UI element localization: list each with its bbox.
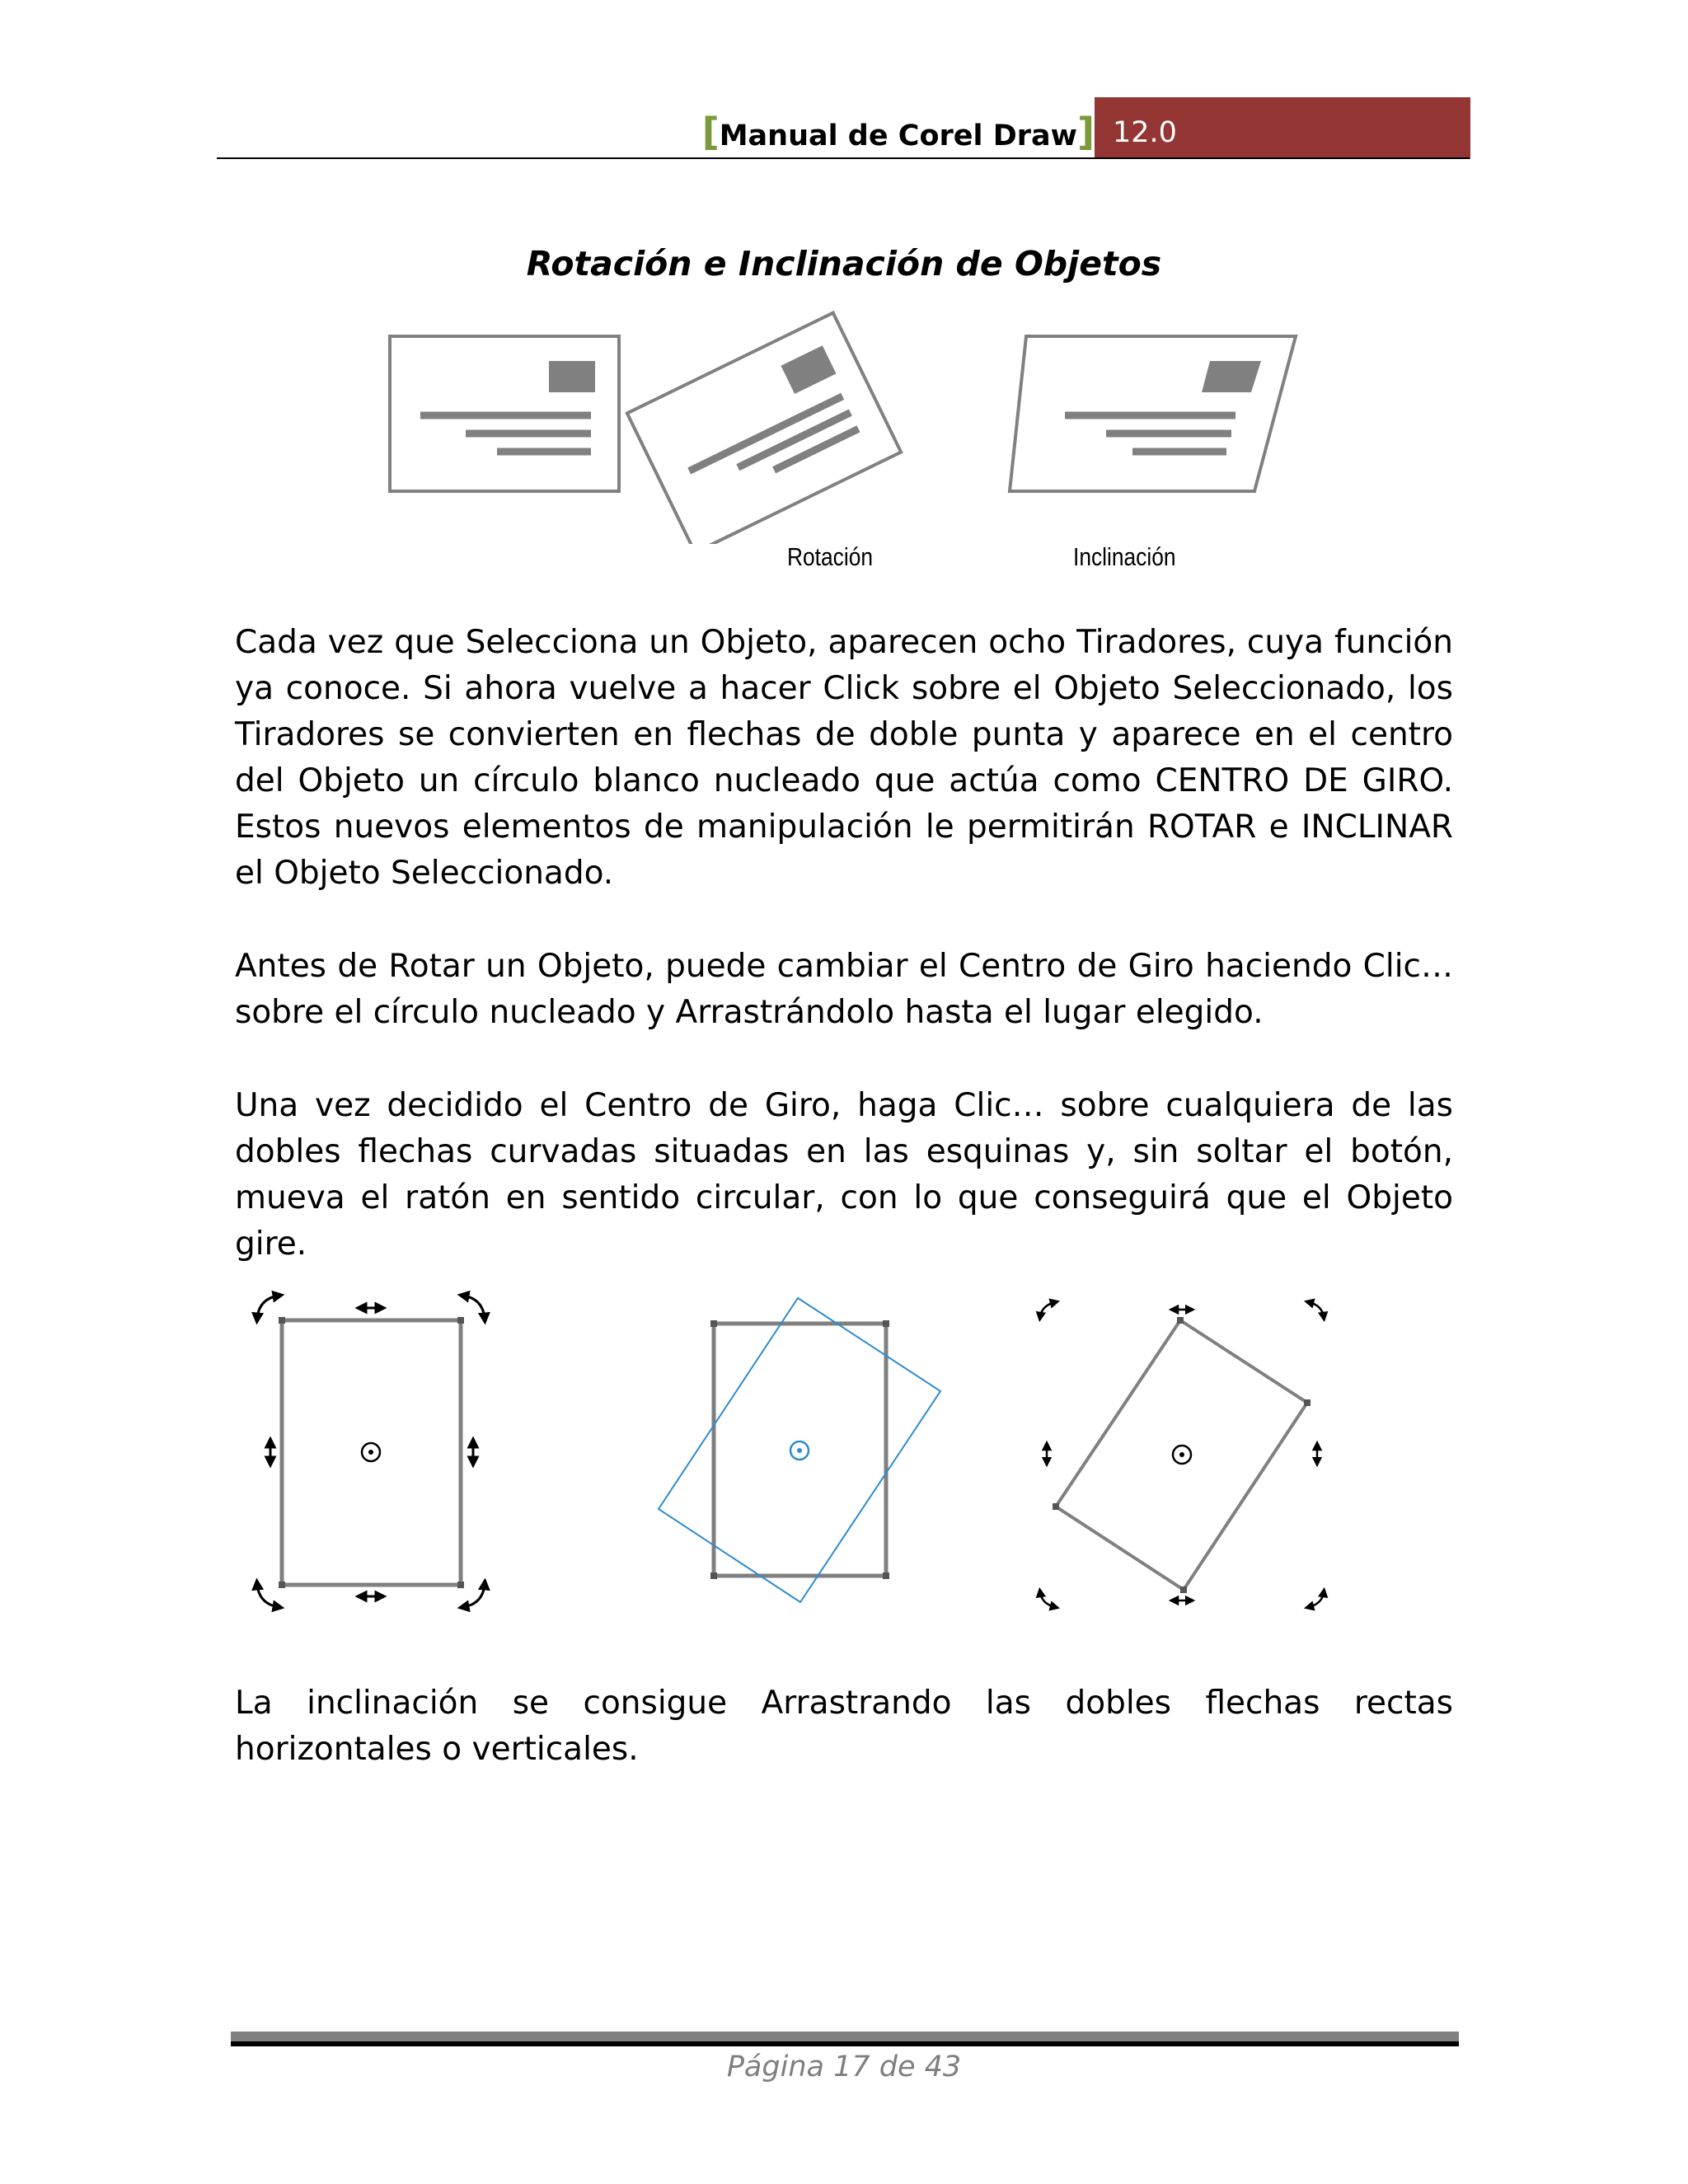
footer-divider-dark	[231, 2041, 1459, 2046]
page-title: Rotación e Inclinación de Objetos	[526, 244, 1162, 284]
envelope-skewed	[1010, 336, 1296, 491]
paragraph-4: La inclinación se consigue Arrastrando las dobles flechas rectas horizontales o verticales.	[235, 1685, 1453, 1768]
label-rotation: Rotación	[787, 542, 874, 571]
bracket-open: [	[701, 110, 720, 154]
page-number: Página 17 de 43	[726, 2050, 962, 2083]
rotating-object	[659, 1298, 940, 1602]
paragraph-3: Una vez decidido el Centro de Giro, haga Clic… sobre cualquiera de las dobles flechas curvadas situadas en las esquinas y, sin soltar el botón, mueva el ratón en sentido circular, con lo que conseguirá que el Objeto gire.	[235, 1087, 1453, 1263]
header-divider	[217, 157, 1470, 159]
envelope-figure	[363, 288, 1352, 544]
header-title	[702, 107, 1095, 157]
envelope-normal	[390, 336, 619, 491]
footer-divider	[231, 2032, 1459, 2041]
rotation-center-icon	[790, 1441, 809, 1460]
paragraph-1: Cada vez que Selecciona un Objeto, aparecen ocho Tiradores, cuya función ya conoce. Si ahora vuelve a hacer Click sobre el Objeto Seleccionado, los Tiradores se convierten en flechas de doble punta y aparece en el centro del Objeto un círculo blanco nucleado que actúa como CENTRO DE GIRO. Estos nuevos elementos de manipulación le permitirán ROTAR e INCLINAR el Objeto Seleccionado.	[235, 624, 1453, 892]
rotation-center-icon	[362, 1443, 380, 1461]
envelope-rotated	[627, 313, 901, 544]
paragraph-2: Antes de Rotar un Objeto, puede cambiar el Centro de Giro haciendo Clic… sobre el círculo nucleado y Arrastrándolo hasta el lugar elegido.	[235, 948, 1453, 1031]
bracket-close: ]	[1076, 110, 1095, 154]
selected-object	[257, 1296, 485, 1607]
rotation-center-icon	[1173, 1446, 1191, 1464]
label-skew: Inclinación	[1073, 542, 1176, 571]
rotation-handles-figure	[247, 1286, 1360, 1615]
rotated-object	[1040, 1302, 1324, 1607]
version-badge: 12.0	[1095, 97, 1470, 159]
manual-title: Manual de Corel Draw	[719, 120, 1077, 152]
